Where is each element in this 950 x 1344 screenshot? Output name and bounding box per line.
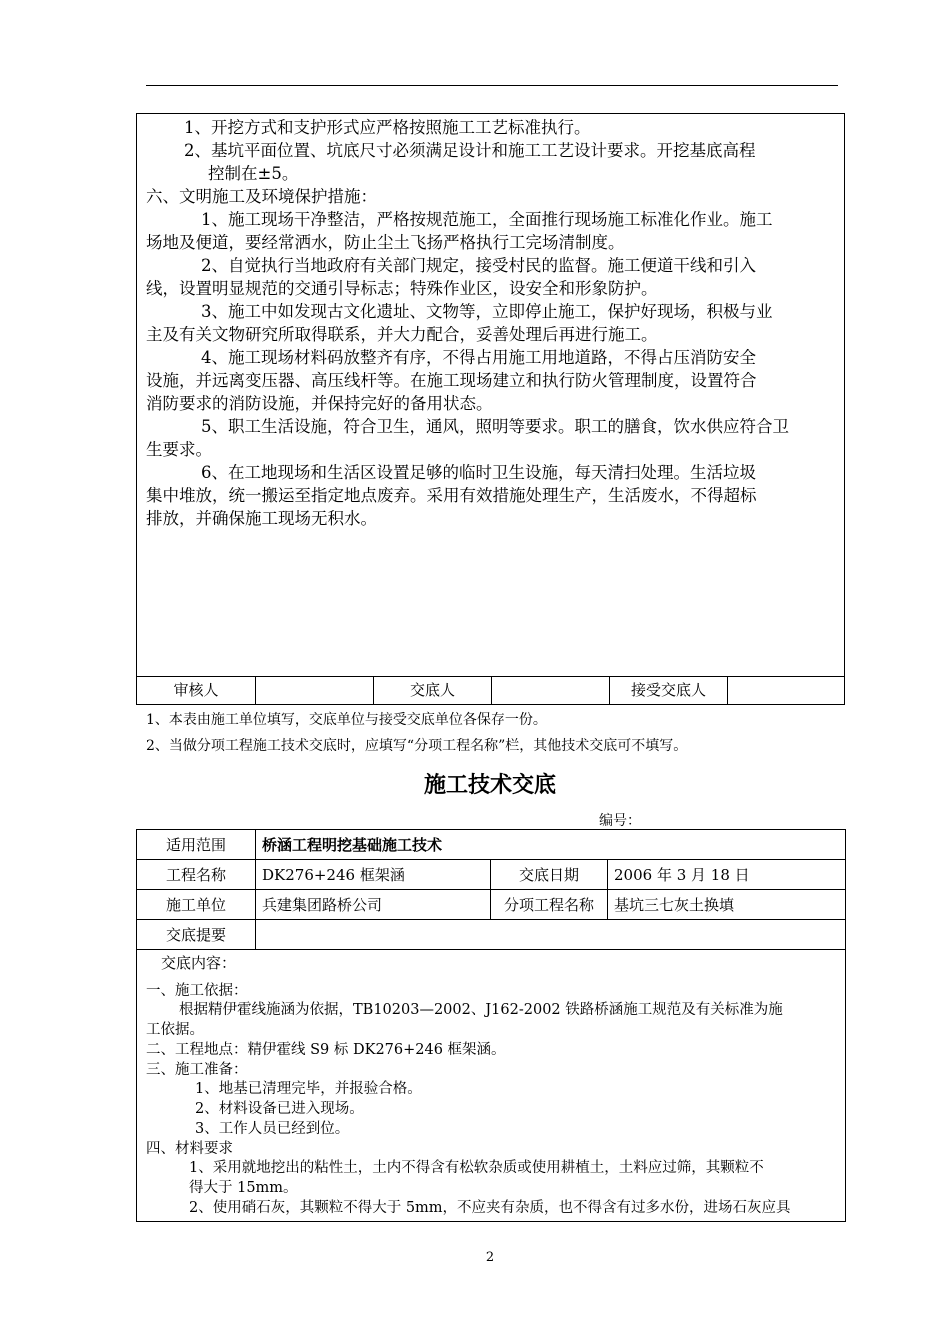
section-heading: 一、施工依据：	[146, 983, 248, 999]
text-line: 设施，并远离变压器、高压线杆等。在施工现场建立和执行防火管理制度，设置符合	[146, 371, 757, 390]
signature-row	[136, 676, 845, 705]
receiver-field[interactable]	[728, 677, 844, 704]
reviewer-field[interactable]	[256, 677, 374, 704]
scope-label: 适用范围	[137, 830, 256, 860]
table-row	[137, 890, 846, 920]
section-heading: 四、材料要求	[146, 1141, 233, 1157]
text-line: 工依据。	[146, 1022, 204, 1038]
info-table	[136, 829, 846, 950]
text-line: 1、采用就地挖出的粘性土，土内不得含有松软杂质或使用耕植土，土料应过筛，其颗粒不	[189, 1160, 764, 1176]
header-rule	[146, 85, 838, 86]
section-heading: 三、施工准备：	[146, 1062, 248, 1078]
section-heading: 六、文明施工及环境保护措施：	[146, 187, 377, 206]
number-label: 编号：	[599, 813, 641, 829]
text-line: 线，设置明显规范的交通引导标志；特殊作业区，设安全和形象防护。	[146, 279, 658, 298]
table-row	[137, 830, 846, 860]
subproject-label: 分项工程名称	[491, 890, 608, 920]
text-line: 排放，并确保施工现场无积水。	[146, 509, 377, 528]
text-line: 3、工作人员已经到位。	[195, 1121, 350, 1137]
content-label: 交底内容：	[161, 954, 237, 972]
note-2: 2、当做分项工程施工技术交底时，应填写“分项工程名称”栏，其他技术交底可不填写。	[146, 738, 688, 754]
reviewer-label: 审核人	[137, 677, 256, 704]
text-line: 根据精伊霍线施涵为依据，TB10203—2002、J162-2002 铁路桥涵施工规范及有关标准为施	[179, 1002, 783, 1018]
text-line: 1、施工现场干净整洁，严格按规范施工，全面推行现场施工标准化作业。施工	[201, 210, 773, 229]
text-line: 控制在±5。	[208, 164, 299, 183]
text-line: 生要求。	[146, 440, 212, 459]
unit-value: 兵建集团路桥公司	[256, 890, 491, 920]
date-value: 2006 年 3 月 18 日	[608, 860, 846, 890]
summary-label: 交底提要	[137, 920, 256, 950]
table-row	[137, 920, 846, 950]
text-line: 6、在工地现场和生活区设置足够的临时卫生设施，每天清扫处理。生活垃圾	[201, 463, 756, 482]
page-title: 施工技术交底	[423, 773, 556, 798]
text-line: 1、开挖方式和支护形式应严格按照施工工艺标准执行。	[184, 118, 591, 137]
presenter-field[interactable]	[492, 677, 610, 704]
receiver-label: 接受交底人	[610, 677, 728, 704]
text-line: 集中堆放，统一搬运至指定地点废弃。采用有效措施处理生产，生活废水，不得超标	[146, 486, 757, 505]
text-line: 3、施工中如发现古文化遗址、文物等，立即停止施工，保护好现场，积极与业	[201, 302, 773, 321]
table-row	[137, 860, 846, 890]
text-line: 二、工程地点：精伊霍线 S9 标 DK276+246 框架涵。	[146, 1042, 506, 1058]
project-label: 工程名称	[137, 860, 256, 890]
text-line: 2、使用硝石灰，其颗粒不得大于 5mm，不应夹有杂质，也不得含有过多水份，进场石灰应具	[189, 1200, 791, 1216]
note-1: 1、本表由施工单位填写，交底单位与接受交底单位各保存一份。	[146, 712, 547, 728]
page-number: 2	[485, 1250, 495, 1265]
text-line: 5、职工生活设施，符合卫生，通风，照明等要求。职工的膳食，饮水供应符合卫	[201, 417, 789, 436]
text-line: 2、材料设备已进入现场。	[195, 1101, 364, 1117]
text-line: 得大于 15mm。	[189, 1180, 298, 1196]
text-line: 主及有关文物研究所取得联系，并大力配合，妥善处理后再进行施工。	[146, 325, 658, 344]
subproject-value: 基坑三七灰土换填	[608, 890, 846, 920]
text-line: 场地及便道，要经常洒水，防止尘土飞扬严格执行工完场清制度。	[146, 233, 625, 252]
text-line: 4、施工现场材料码放整齐有序，不得占用施工用地道路，不得占压消防安全	[201, 348, 756, 367]
date-label: 交底日期	[491, 860, 608, 890]
unit-label: 施工单位	[137, 890, 256, 920]
text-line: 2、基坑平面位置、坑底尺寸必须满足设计和施工工艺设计要求。开挖基底高程	[184, 141, 756, 160]
summary-value	[256, 920, 846, 950]
project-value: DK276+246 框架涵	[256, 860, 491, 890]
text-line: 消防要求的消防设施，并保持完好的备用状态。	[146, 394, 493, 413]
presenter-label: 交底人	[374, 677, 492, 704]
text-line: 2、自觉执行当地政府有关部门规定，接受村民的监督。施工便道干线和引入	[201, 256, 756, 275]
text-line: 1、地基已清理完毕，并报验合格。	[195, 1081, 422, 1097]
scope-value: 桥涵工程明挖基础施工技术	[256, 830, 846, 860]
